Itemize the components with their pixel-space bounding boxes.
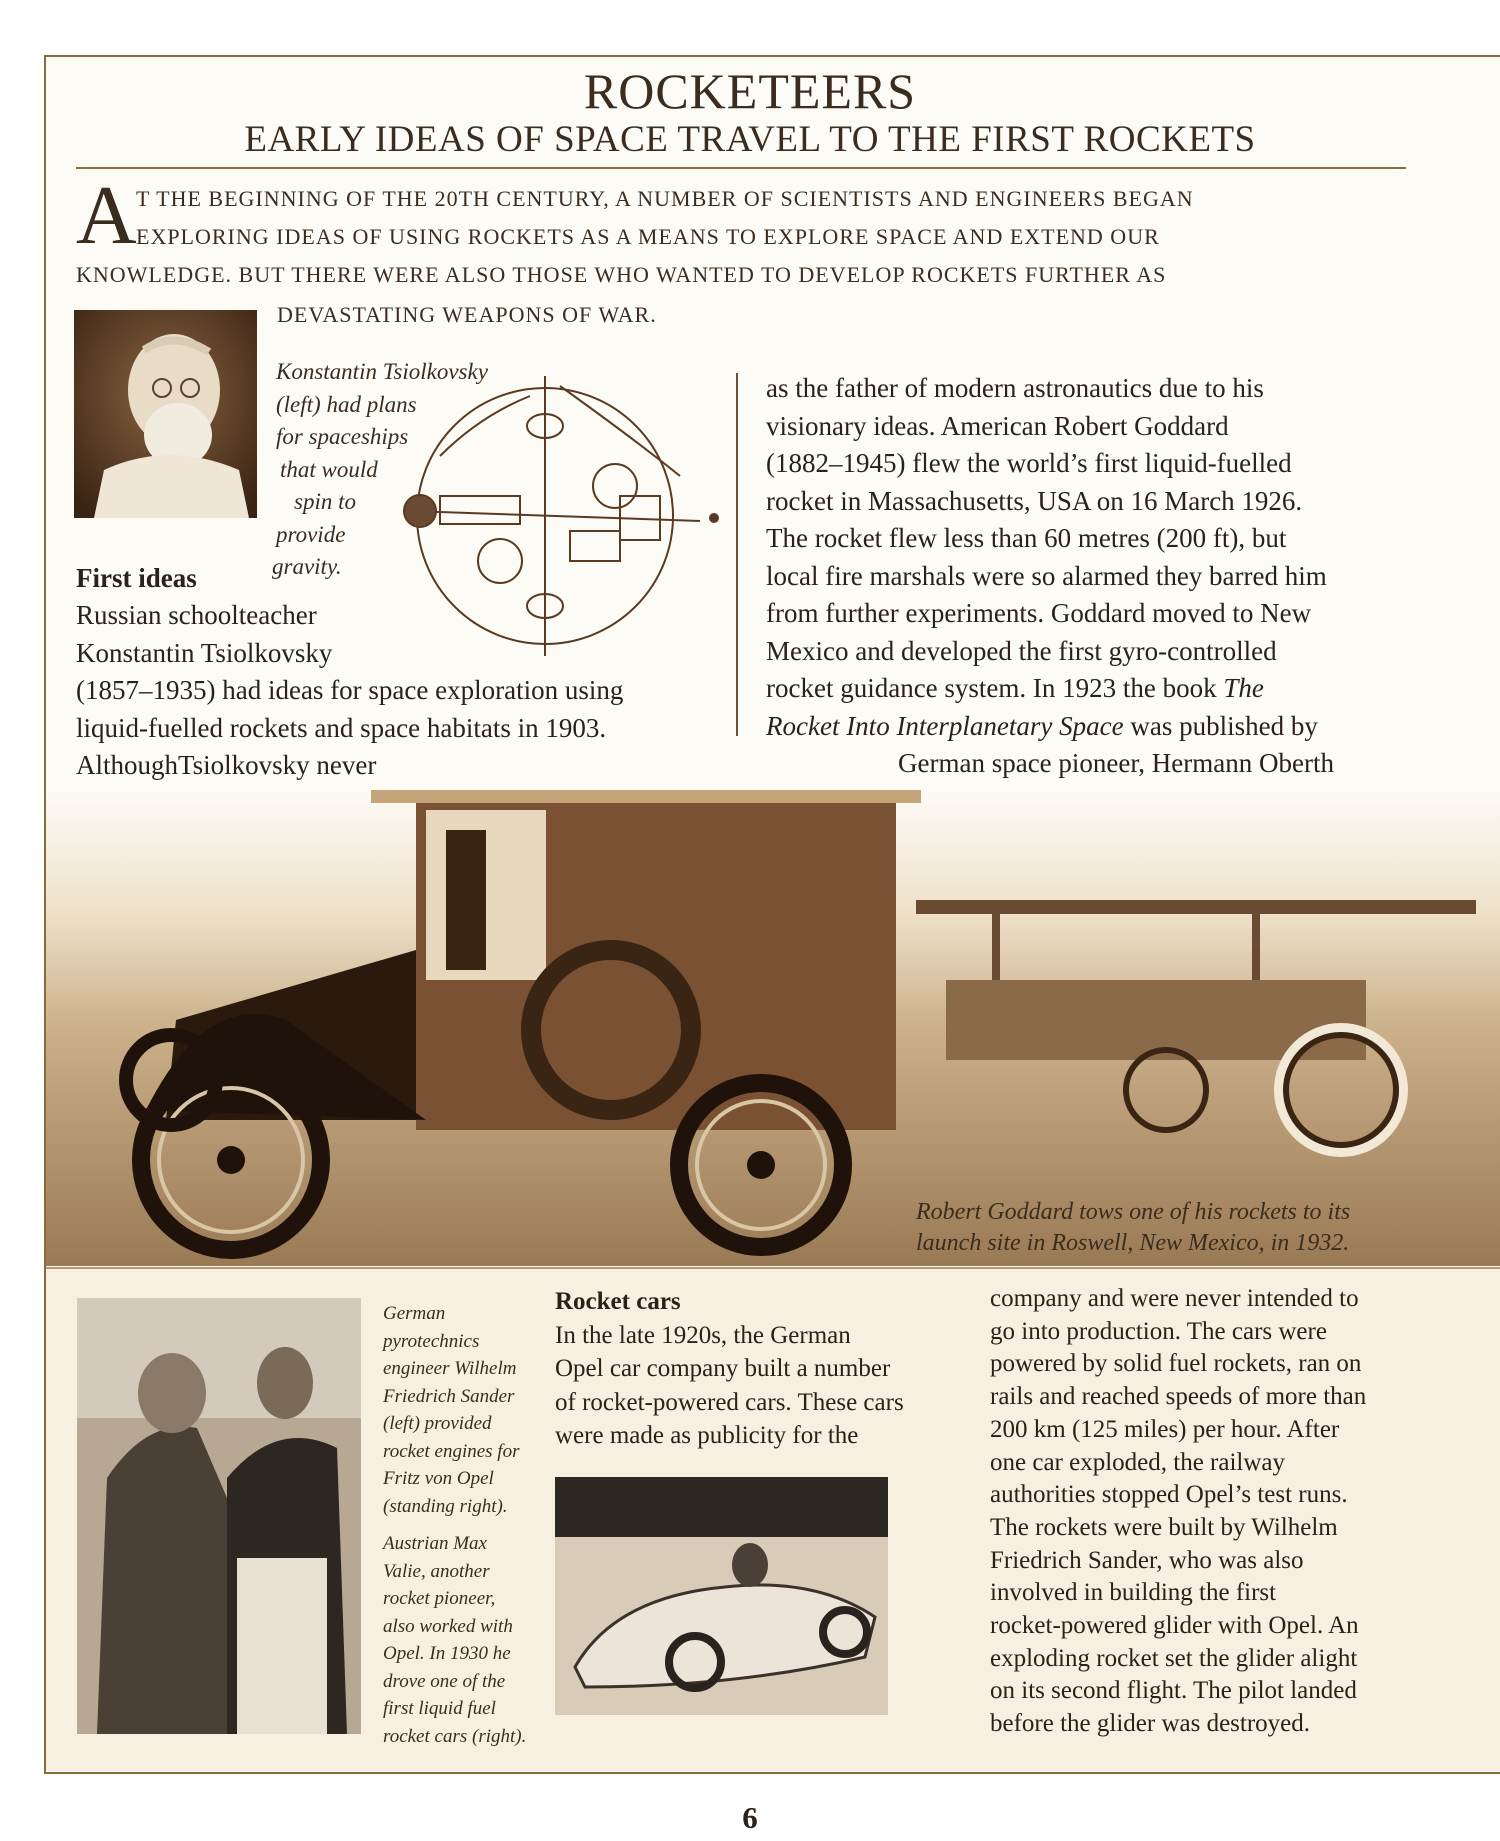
- text-line: rocket-powered glider with Opel. An: [990, 1612, 1359, 1640]
- valier-caption: [383, 1530, 526, 1750]
- caption-line: German: [383, 1303, 446, 1324]
- text-line: involved in building the first: [990, 1579, 1277, 1607]
- book-title: The: [1223, 673, 1264, 703]
- book-title: Rocket Into Interplanetary Space: [766, 710, 1124, 741]
- text-line: company and were never intended to: [990, 1285, 1359, 1312]
- caption-line: provide: [276, 521, 346, 547]
- caption-line: that would: [280, 456, 378, 482]
- text-line: rails and reached speeds of more than: [990, 1383, 1367, 1411]
- right-column-text: [766, 370, 1327, 745]
- caption-line: (left) provided: [383, 1413, 492, 1434]
- rocket-cars-right-text: [990, 1283, 1366, 1741]
- goddard-caption: [916, 1197, 1350, 1259]
- caption-line: Konstantin Tsiolkovsky: [276, 359, 488, 384]
- page-title: ROCKETEERS: [583, 63, 917, 119]
- column-rule: [736, 373, 738, 736]
- text-line: authorities stopped Opel’s test runs.: [990, 1481, 1348, 1509]
- rocket-cars-heading: Rocket cars: [555, 1288, 681, 1315]
- text-line: go into production. The cars were: [990, 1317, 1327, 1345]
- caption-line: engineer Wilhelm: [383, 1358, 517, 1379]
- text-line: on its second flight. The pilot landed: [990, 1677, 1357, 1705]
- rocket-car-photo: [555, 1477, 888, 1715]
- caption-line: gravity.: [272, 554, 342, 579]
- text-line: Friedrich Sander, who was also: [990, 1546, 1304, 1574]
- caption-line: (left) had plans: [276, 391, 417, 417]
- text-line: from further experiments. Goddard moved to New: [766, 598, 1312, 628]
- intro-line-4: DEVASTATING WEAPONS OF WAR.: [277, 302, 657, 327]
- text-line: Russian schoolteacher: [76, 600, 317, 630]
- caption-line: rocket cars (right).: [383, 1725, 527, 1747]
- text-line: 200 km (125 miles) per hour. After: [990, 1415, 1340, 1443]
- text-line: Konstantin Tsiolkovsky: [76, 637, 333, 668]
- caption-line: also worked with: [383, 1615, 513, 1637]
- text-line: AlthoughTsiolkovsky never: [76, 750, 377, 780]
- text-line: Opel car company built a number: [555, 1355, 891, 1382]
- rocket-cars-section: [555, 1285, 904, 1453]
- text-run: was published by: [1130, 710, 1318, 741]
- text-line: [766, 670, 1327, 708]
- tsiolkovsky-portrait: [74, 310, 257, 518]
- text-line: as the father of modern astronautics due to his: [766, 373, 1264, 403]
- title-rule: [76, 167, 1406, 169]
- first-ideas-heading: First ideas: [76, 563, 197, 593]
- goddard-truck-photo: [46, 790, 1500, 1266]
- caption-line: rocket pioneer,: [383, 1588, 496, 1609]
- caption-line: (standing right).: [383, 1495, 508, 1517]
- caption-line: Fritz von Opel: [383, 1468, 494, 1489]
- text-line: (1882–1945) flew the world’s first liquid-fuelled: [766, 448, 1292, 478]
- drop-cap: A: [76, 169, 137, 262]
- text-line: The rockets were built by Wilhelm: [990, 1513, 1338, 1541]
- caption-line: Valie, another: [383, 1560, 490, 1582]
- text-line: German space pioneer, Hermann Oberth: [898, 748, 1334, 778]
- caption-line: spin to: [294, 489, 356, 514]
- caption-line: pyrotechnics: [383, 1330, 480, 1352]
- caption-line: launch site in Roswell, New Mexico, in 1932.: [916, 1230, 1350, 1256]
- caption-line: drove one of the: [383, 1670, 506, 1692]
- sander-opel-photo: [77, 1298, 361, 1734]
- text-line: liquid-fuelled rockets and space habitats in 1903.: [76, 712, 607, 743]
- caption-line: Friedrich Sander: [383, 1385, 515, 1407]
- caption-line: for spaceships: [276, 424, 409, 449]
- text-line: one car exploded, the railway: [990, 1448, 1286, 1476]
- text-line: In the late 1920s, the German: [555, 1321, 851, 1349]
- caption-line: Austrian Max: [383, 1533, 487, 1554]
- sander-caption: [383, 1300, 519, 1520]
- text-line: local fire marshals were so alarmed they barred him: [766, 560, 1327, 591]
- text-line: The rocket flew less than 60 metres (200 ft), but: [766, 523, 1287, 553]
- intro-line-1: T THE BEGINNING OF THE 20TH CENTURY, A NUMBER OF SCIENTISTS AND ENGINEERS BEGAN: [136, 186, 1194, 211]
- caption-line: Opel. In 1930 he: [383, 1643, 511, 1664]
- intro-line-2: EXPLORING IDEAS OF USING ROCKETS AS A MEANS TO EXPLORE SPACE AND EXTEND OUR: [136, 224, 1160, 249]
- caption-line: Robert Goddard tows one of his rockets to its: [916, 1199, 1351, 1225]
- page-number: 6: [742, 1800, 758, 1835]
- text-line: rocket in Massachusetts, USA on 16 March 1926.: [766, 485, 1303, 516]
- text-line: Mexico and developed the first gyro-controlled: [766, 635, 1277, 666]
- text-line: (1857–1935) had ideas for space exploration using: [76, 675, 624, 705]
- text-run: rocket guidance system. In 1923 the book: [766, 673, 1217, 703]
- caption-line: rocket engines for: [383, 1440, 520, 1462]
- first-ideas-section: [76, 560, 197, 598]
- page-subtitle: EARLY IDEAS OF SPACE TRAVEL TO THE FIRST ROCKETS: [244, 119, 1256, 160]
- text-line: powered by solid fuel rockets, ran on: [990, 1350, 1362, 1378]
- text-line: [766, 708, 1327, 746]
- text-line: visionary ideas. American Robert Goddard: [766, 410, 1229, 441]
- intro-line-3: KNOWLEDGE. BUT THERE WERE ALSO THOSE WHO WANTED TO DEVELOP ROCKETS FURTHER AS: [76, 262, 1167, 287]
- text-line: of rocket-powered cars. These cars: [555, 1388, 904, 1416]
- caption-line: first liquid fuel: [383, 1698, 496, 1719]
- text-line: before the glider was destroyed.: [990, 1710, 1311, 1738]
- text-line: were made as publicity for the: [555, 1422, 859, 1449]
- text-line: exploding rocket set the glider alight: [990, 1644, 1358, 1672]
